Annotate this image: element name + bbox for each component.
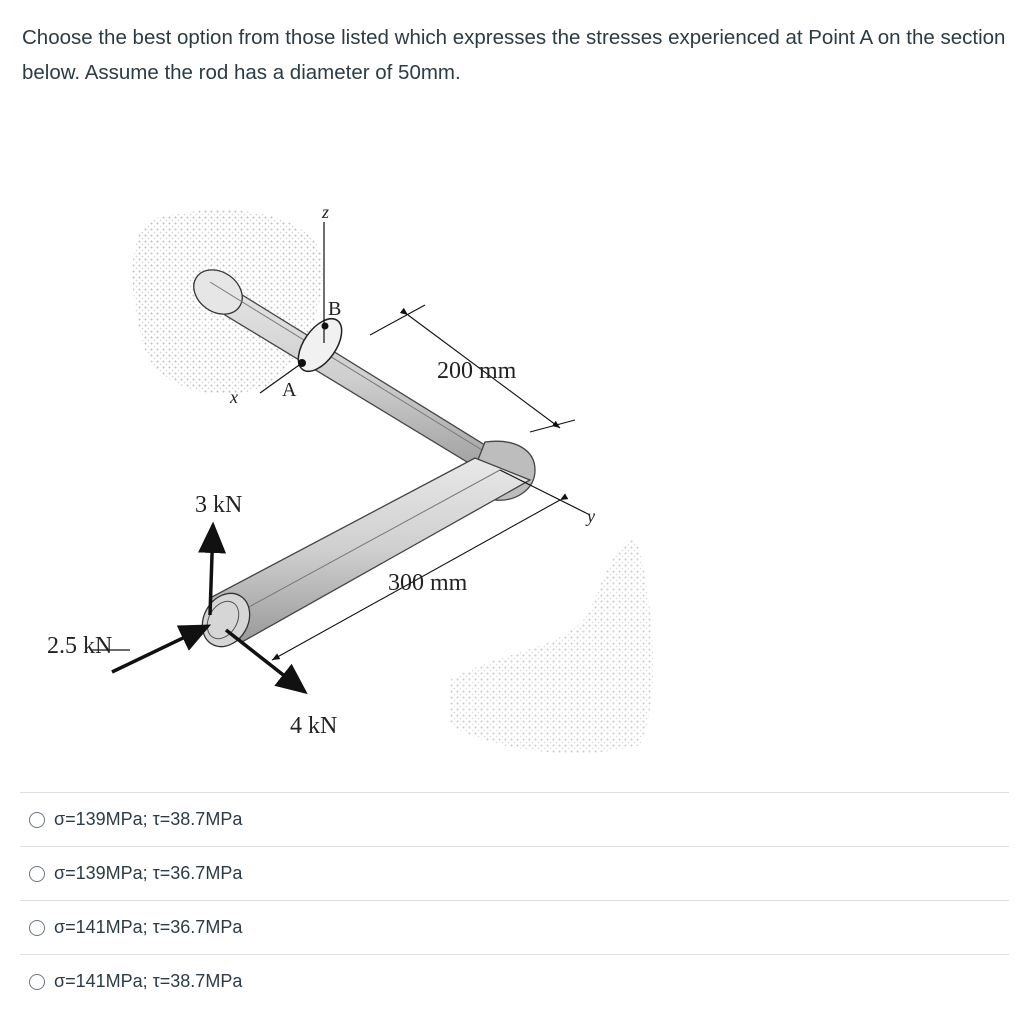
rod-segment-free-end: [193, 458, 530, 655]
question-text: Choose the best option from those listed which expresses the stresses experienced at Point A on the section below. Assume the rod has a diameter of 50mm.: [22, 26, 1006, 84]
answer-option-3[interactable]: [20, 900, 1009, 954]
label-b: B: [328, 298, 342, 320]
force-4kn-arrow: [226, 630, 305, 692]
answer-option-4[interactable]: [20, 954, 1009, 1008]
label-3kn: 3 kN: [195, 492, 243, 518]
answer-label: σ=141MPa; τ=38.7MPa: [54, 971, 243, 991]
answer-label: σ=139MPa; τ=36.7MPa: [54, 863, 243, 883]
label-y: y: [587, 506, 595, 526]
answer-option-2[interactable]: [20, 846, 1009, 900]
radio-button[interactable]: [29, 866, 45, 882]
answer-option-1[interactable]: [20, 792, 1009, 846]
rod-diagram: [30, 180, 680, 760]
ground-hatch: [450, 540, 653, 754]
label-300mm: 300 mm: [388, 570, 468, 596]
label-x: x: [230, 387, 238, 407]
answer-label: σ=141MPa; τ=36.7MPa: [54, 917, 243, 937]
label-z: z: [322, 202, 330, 222]
radio-button[interactable]: [29, 974, 45, 990]
radio-button[interactable]: [29, 920, 45, 936]
label-a: A: [282, 379, 297, 401]
answer-label: σ=139MPa; τ=38.7MPa: [54, 809, 243, 829]
radio-button[interactable]: [29, 812, 45, 828]
answer-list: [20, 792, 1009, 1008]
label-4kn: 4 kN: [290, 713, 338, 739]
label-2-5kn: 2.5 kN: [47, 633, 113, 659]
label-200mm: 200 mm: [437, 358, 517, 384]
